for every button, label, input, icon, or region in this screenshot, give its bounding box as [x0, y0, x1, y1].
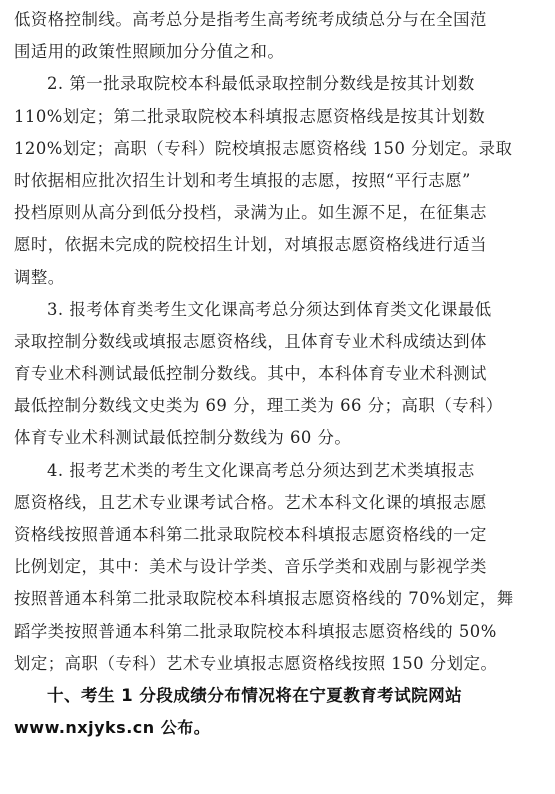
section-10-heading: 十、考生 1 分段成绩分布情况将在宁夏教育考试院网站: [47, 685, 463, 705]
item-4-line-5: 按照普通本科第二批录取院校本科填报志愿资格线的 70%划定，舞: [14, 589, 514, 609]
item-3-line-4: 最低控制分数线文史类为 69 分，理工类为 66 分；高职（专科）: [14, 396, 503, 416]
website-line: www.nxjyks.cn 公布。: [14, 718, 211, 738]
item-4-line-1: 4. 报考艺术类的考生文化课高考总分须达到艺术类填报志: [47, 460, 475, 480]
item-2-line-2: 110%划定；第二批录取院校本科填报志愿资格线是按其计划数: [14, 106, 486, 126]
item-2-line-7: 调整。: [14, 267, 65, 287]
item-4-line-7: 划定；高职（专科）艺术专业填报志愿资格线按照 150 分划定。: [14, 653, 498, 673]
item-3-line-1: 3. 报考体育类考生文化课高考总分须达到体育类文化课最低: [47, 299, 492, 319]
item-3-line-3: 育专业术科测试最低控制分数线。其中，本科体育专业术科测试: [14, 364, 487, 384]
item-2-line-1: 2. 第一批录取院校本科最低录取控制分数线是按其计划数: [47, 74, 475, 94]
item-4-line-2: 愿资格线，且艺术专业课考试合格。艺术本科文化课的填报志愿: [14, 492, 487, 512]
item-2-line-6: 愿时，依据未完成的院校招生计划，对填报志愿资格线进行适当: [14, 235, 487, 255]
paragraph-line-1: 低资格控制线。高考总分是指考生高考统考成绩总分与在全国范: [14, 10, 487, 29]
item-4-line-6: 蹈学类按照普通本科第二批录取院校本科填报志愿资格线的 50%: [14, 621, 497, 641]
paragraph-line-2: 围适用的政策性照顾加分分值之和。: [14, 42, 285, 62]
item-4-line-3: 资格线按照普通本科第二批录取院校本科填报志愿资格线的一定: [14, 525, 487, 544]
item-4-line-4: 比例划定，其中：美术与设计学类、音乐学类和戏剧与影视学类: [14, 557, 487, 577]
item-2-line-3: 120%划定；高职（专科）院校填报志愿资格线 150 分划定。录取: [14, 138, 513, 158]
item-2-line-4: 时依据相应批次招生计划和考生填报的志愿，按照“平行志愿”: [14, 170, 471, 190]
item-3-line-5: 体育专业术科测试最低控制分数线为 60 分。: [14, 428, 352, 448]
item-2-line-5: 投档原则从高分到低分投档，录满为止。如生源不足，在征集志: [14, 203, 487, 223]
item-3-line-2: 录取控制分数线或填报志愿资格线，且体育专业术科成绩达到体: [14, 331, 487, 351]
